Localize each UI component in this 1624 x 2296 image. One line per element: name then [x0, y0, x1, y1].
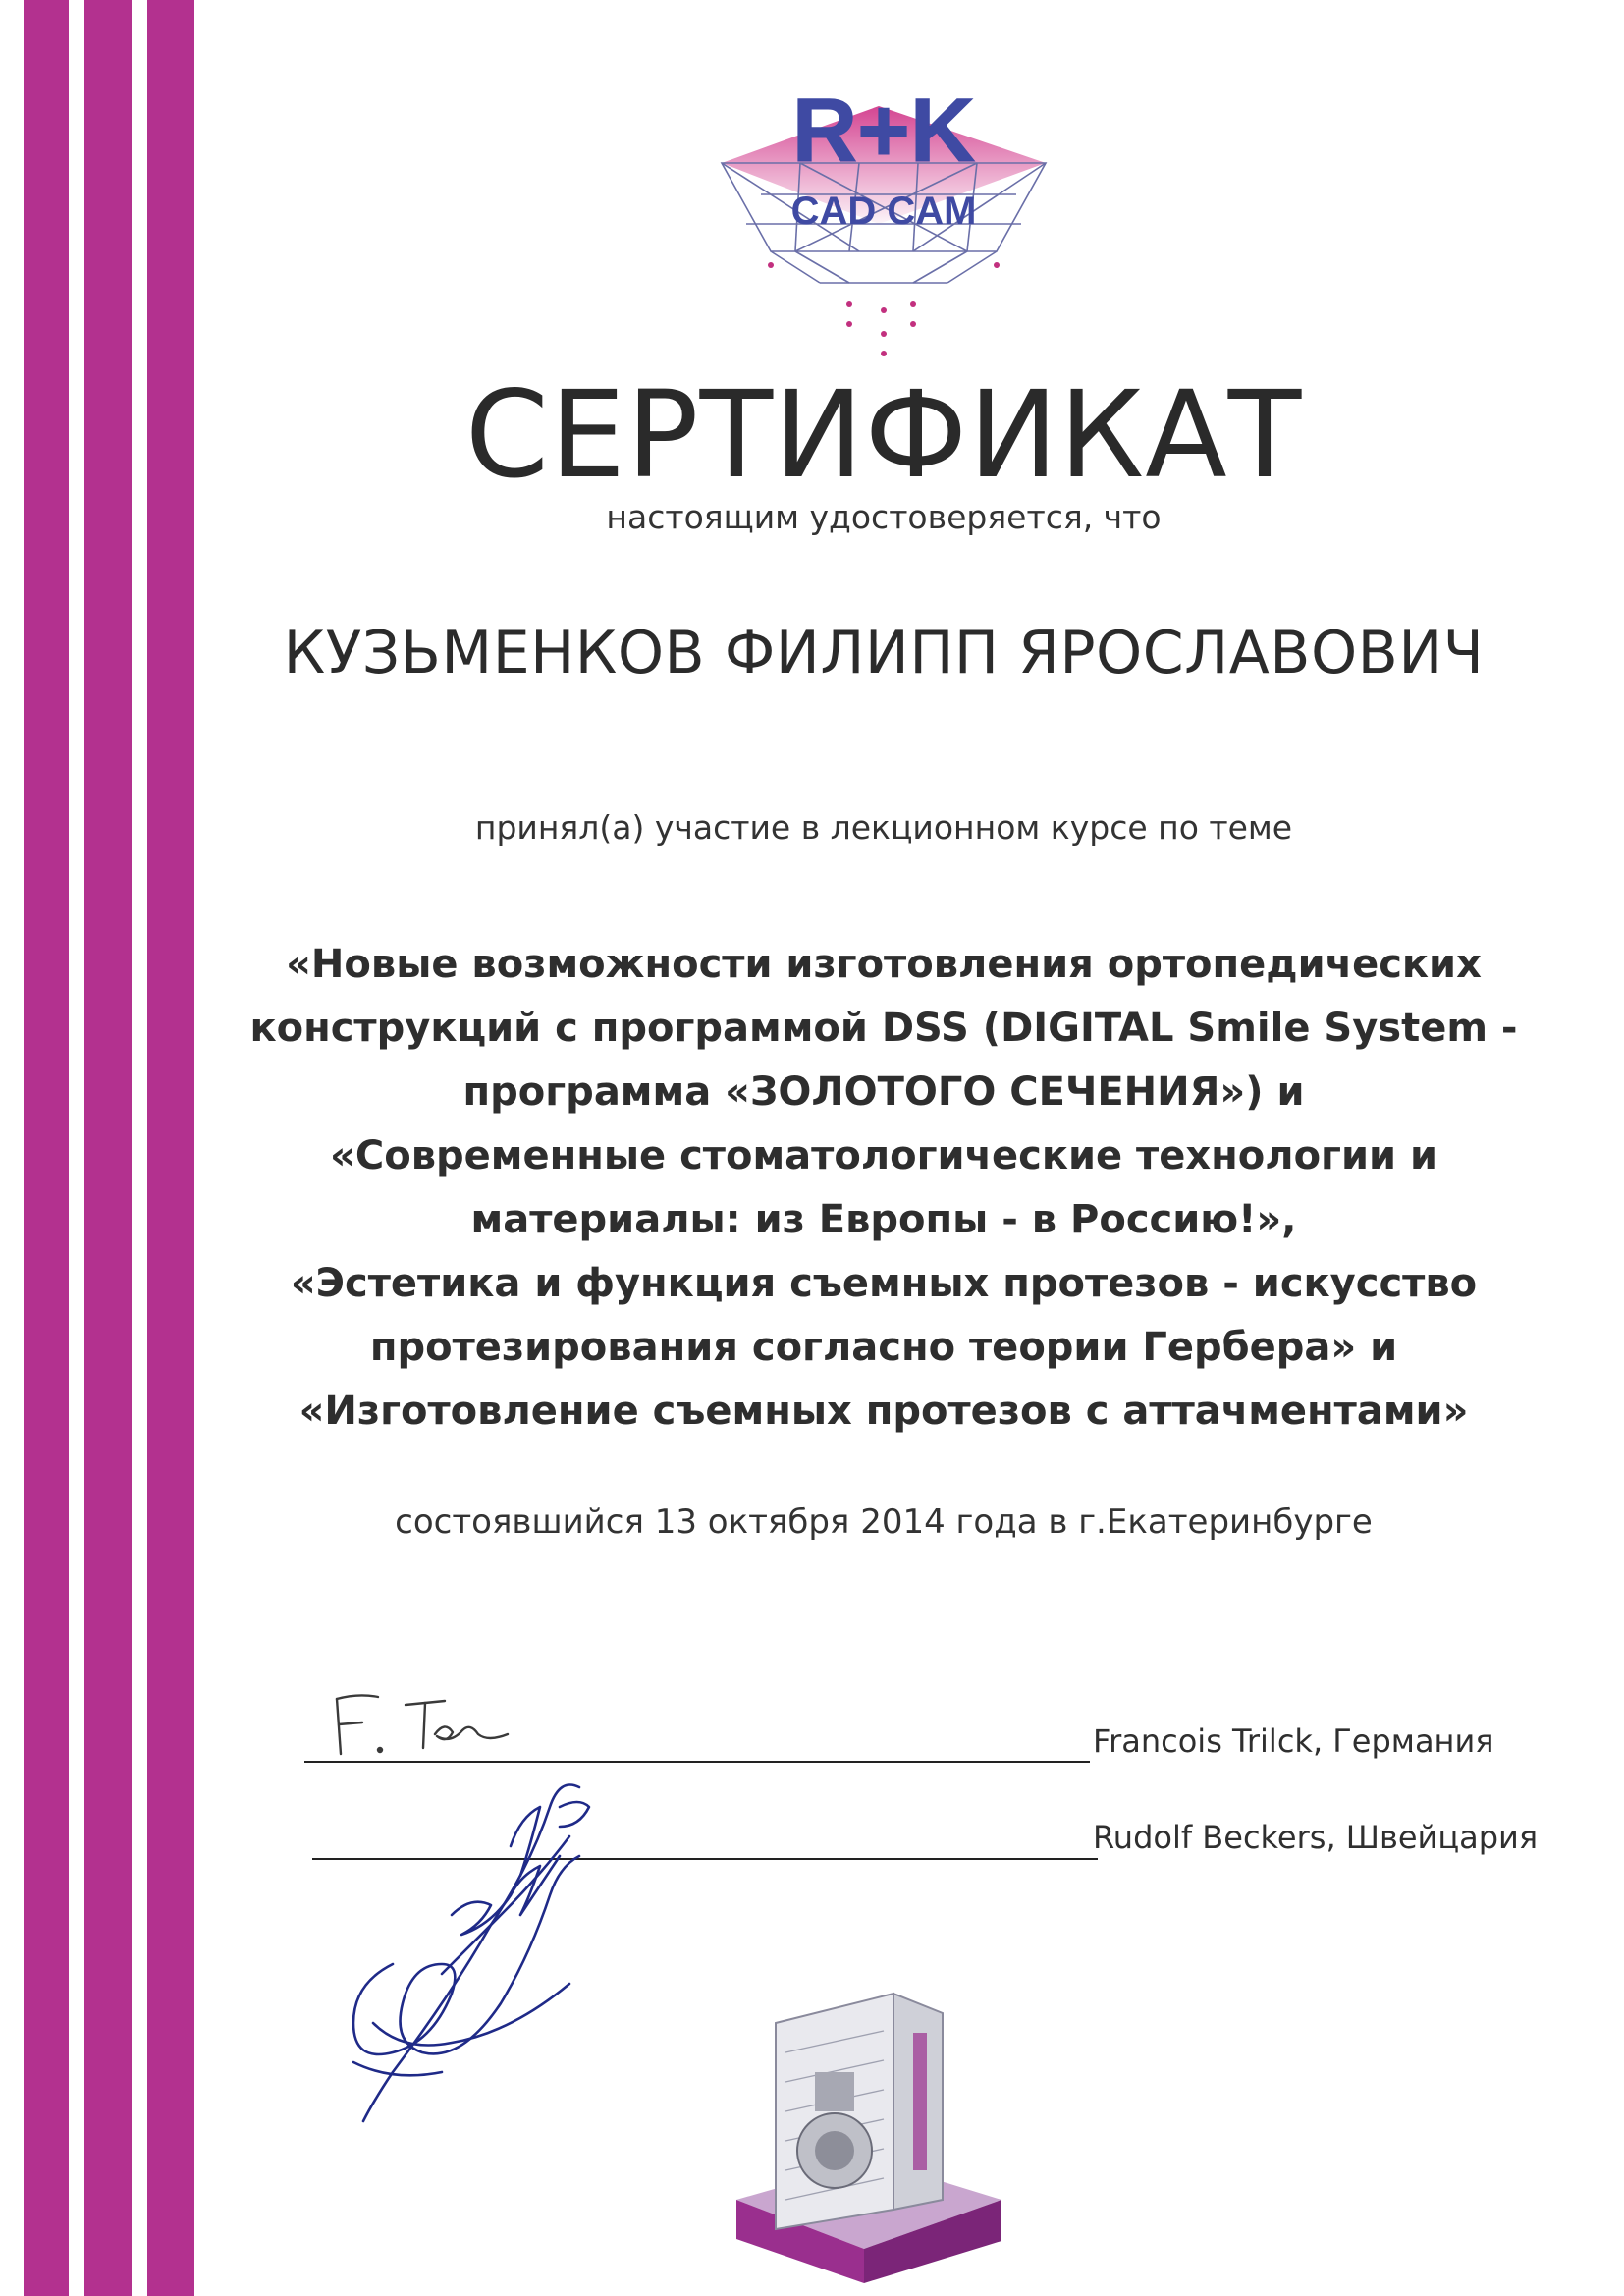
- participation-text: принял(а) участие в лекционном курсе по теме: [474, 808, 1293, 847]
- logo-subtitle: CAD CAM: [790, 190, 977, 233]
- topic-line: материалы: из Европы - в Россию!»,: [470, 1197, 1297, 1242]
- recipient-name: КУЗЬМЕНКОВ ФИЛИПП ЯРОСЛАВОВИЧ: [283, 619, 1485, 687]
- certificate-title: СЕРТИФИКАТ: [464, 365, 1303, 505]
- rk-cadcam-logo: [702, 77, 1065, 371]
- event-details: состоявшийся 13 октября 2014 года в г.Екатеринбурге: [395, 1503, 1373, 1542]
- certificate-intro: настоящим удостоверяется, что: [606, 498, 1162, 536]
- cad-cam-machine-image: [717, 1954, 1021, 2288]
- decorative-stripe: [84, 0, 132, 2296]
- signer-name: Francois Trilck, Германия: [1093, 1722, 1494, 1760]
- topic-line: «Эстетика и функция съемных протезов - искусство: [290, 1261, 1478, 1306]
- topic-line: программа «ЗОЛОТОГО СЕЧЕНИЯ») и: [462, 1069, 1305, 1115]
- handwritten-signature: [334, 1768, 648, 2141]
- topic-line: «Изготовление съемных протезов с аттачментами»: [298, 1389, 1469, 1434]
- signer-name: Rudolf Beckers, Швейцария: [1093, 1819, 1539, 1856]
- topic-line: протезирования согласно теории Гербера» и: [369, 1325, 1398, 1370]
- decorative-stripe: [24, 0, 69, 2296]
- course-topics: [216, 933, 1551, 1444]
- topic-line: «Новые возможности изготовления ортопедических: [286, 942, 1482, 987]
- logo-brand-text: R+K: [791, 81, 976, 181]
- topic-line: конструкций с программой DSS (DIGITAL Smile System -: [249, 1006, 1518, 1051]
- decorative-stripe: [147, 0, 194, 2296]
- handwritten-signature: [329, 1687, 525, 1766]
- topic-line: «Современные стоматологические технологии и: [330, 1133, 1437, 1178]
